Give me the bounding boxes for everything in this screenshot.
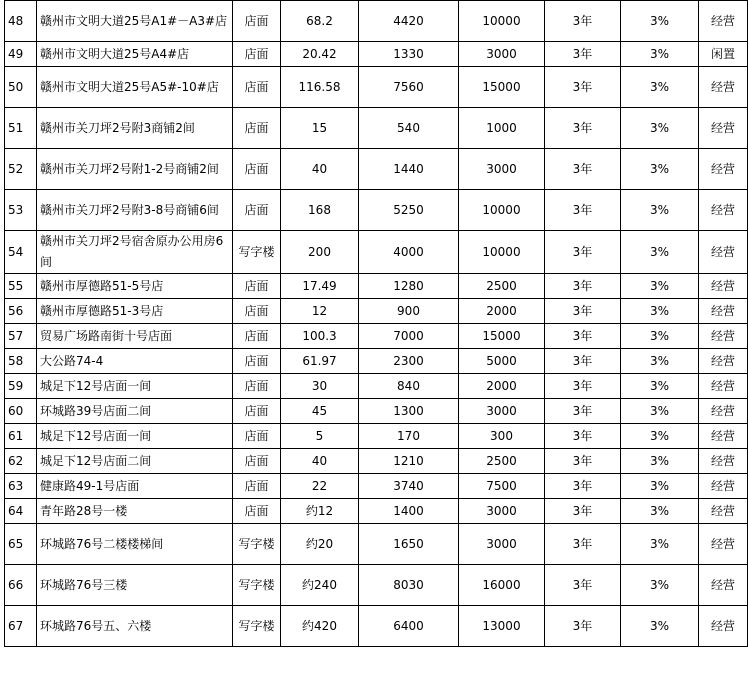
deposit-value: 300 — [459, 424, 545, 449]
table-row — [5, 108, 748, 149]
table-row — [5, 231, 748, 274]
property-address: 健康路49-1号店面 — [37, 474, 233, 499]
row-number: 64 — [5, 499, 37, 524]
status-value: 经营 — [699, 1, 748, 42]
property-type: 店面 — [233, 474, 281, 499]
area-value: 12 — [281, 299, 359, 324]
property-address: 赣州市关刀坪2号附1-2号商铺2间 — [37, 149, 233, 190]
deposit-value: 1000 — [459, 108, 545, 149]
area-value: 40 — [281, 449, 359, 474]
property-type: 店面 — [233, 374, 281, 399]
deposit-value: 3000 — [459, 42, 545, 67]
property-type: 店面 — [233, 324, 281, 349]
area-value: 168 — [281, 190, 359, 231]
property-address: 赣州市厚德路51-3号店 — [37, 299, 233, 324]
increase-rate: 3% — [621, 231, 699, 274]
deposit-value: 2000 — [459, 299, 545, 324]
status-value: 经营 — [699, 499, 748, 524]
row-number: 54 — [5, 231, 37, 274]
status-value: 经营 — [699, 67, 748, 108]
area-value: 20.42 — [281, 42, 359, 67]
area-value: 约20 — [281, 524, 359, 565]
lease-term: 3年 — [545, 324, 621, 349]
status-value: 经营 — [699, 399, 748, 424]
rent-value: 7000 — [359, 324, 459, 349]
property-type: 店面 — [233, 67, 281, 108]
lease-term: 3年 — [545, 1, 621, 42]
lease-term: 3年 — [545, 399, 621, 424]
property-address: 赣州市关刀坪2号附3-8号商铺6间 — [37, 190, 233, 231]
increase-rate: 3% — [621, 374, 699, 399]
row-number: 60 — [5, 399, 37, 424]
status-value: 经营 — [699, 449, 748, 474]
deposit-value: 10000 — [459, 1, 545, 42]
area-value: 45 — [281, 399, 359, 424]
row-number: 50 — [5, 67, 37, 108]
deposit-value: 16000 — [459, 565, 545, 606]
status-value: 经营 — [699, 474, 748, 499]
row-number: 58 — [5, 349, 37, 374]
status-value: 经营 — [699, 606, 748, 647]
lease-term: 3年 — [545, 449, 621, 474]
increase-rate: 3% — [621, 399, 699, 424]
area-value: 30 — [281, 374, 359, 399]
property-type: 店面 — [233, 274, 281, 299]
rent-value: 840 — [359, 374, 459, 399]
increase-rate: 3% — [621, 190, 699, 231]
deposit-value: 13000 — [459, 606, 545, 647]
property-lease-table — [4, 0, 748, 647]
increase-rate: 3% — [621, 324, 699, 349]
status-value: 经营 — [699, 524, 748, 565]
property-type: 店面 — [233, 299, 281, 324]
rent-value: 540 — [359, 108, 459, 149]
area-value: 约12 — [281, 499, 359, 524]
status-value: 闲置 — [699, 42, 748, 67]
property-type: 店面 — [233, 1, 281, 42]
rent-value: 170 — [359, 424, 459, 449]
deposit-value: 15000 — [459, 324, 545, 349]
increase-rate: 3% — [621, 149, 699, 190]
property-address: 赣州市厚德路51-5号店 — [37, 274, 233, 299]
property-type: 写字楼 — [233, 524, 281, 565]
property-address: 城足下12号店面一间 — [37, 374, 233, 399]
table-row — [5, 349, 748, 374]
property-address: 城足下12号店面二间 — [37, 449, 233, 474]
lease-term: 3年 — [545, 424, 621, 449]
lease-term: 3年 — [545, 42, 621, 67]
property-address: 环城路76号五、六楼 — [37, 606, 233, 647]
increase-rate: 3% — [621, 474, 699, 499]
status-value: 经营 — [699, 231, 748, 274]
table-row — [5, 67, 748, 108]
table-row — [5, 565, 748, 606]
lease-term: 3年 — [545, 190, 621, 231]
rent-value: 8030 — [359, 565, 459, 606]
table-row — [5, 449, 748, 474]
lease-term: 3年 — [545, 299, 621, 324]
increase-rate: 3% — [621, 42, 699, 67]
deposit-value: 10000 — [459, 190, 545, 231]
deposit-value: 3000 — [459, 399, 545, 424]
table-row — [5, 299, 748, 324]
rent-value: 1330 — [359, 42, 459, 67]
property-address: 环城路76号二楼楼梯间 — [37, 524, 233, 565]
lease-term: 3年 — [545, 349, 621, 374]
property-type: 店面 — [233, 424, 281, 449]
property-type: 店面 — [233, 349, 281, 374]
increase-rate: 3% — [621, 1, 699, 42]
area-value: 116.58 — [281, 67, 359, 108]
property-address: 赣州市文明大道25号A4#店 — [37, 42, 233, 67]
lease-term: 3年 — [545, 565, 621, 606]
lease-term: 3年 — [545, 108, 621, 149]
lease-term: 3年 — [545, 274, 621, 299]
status-value: 经营 — [699, 108, 748, 149]
table-row — [5, 1, 748, 42]
lease-term: 3年 — [545, 524, 621, 565]
row-number: 55 — [5, 274, 37, 299]
status-value: 经营 — [699, 374, 748, 399]
increase-rate: 3% — [621, 108, 699, 149]
property-type: 写字楼 — [233, 606, 281, 647]
status-value: 经营 — [699, 424, 748, 449]
deposit-value: 3000 — [459, 149, 545, 190]
property-type: 店面 — [233, 499, 281, 524]
increase-rate: 3% — [621, 349, 699, 374]
area-value: 22 — [281, 474, 359, 499]
property-address: 赣州市文明大道25号A5#-10#店 — [37, 67, 233, 108]
row-number: 62 — [5, 449, 37, 474]
property-type: 店面 — [233, 449, 281, 474]
rent-value: 1280 — [359, 274, 459, 299]
status-value: 经营 — [699, 149, 748, 190]
table-row — [5, 274, 748, 299]
rent-value: 1650 — [359, 524, 459, 565]
property-address: 贸易广场路南街十号店面 — [37, 324, 233, 349]
status-value: 经营 — [699, 299, 748, 324]
deposit-value: 2500 — [459, 449, 545, 474]
rent-value: 3740 — [359, 474, 459, 499]
increase-rate: 3% — [621, 524, 699, 565]
property-address: 青年路28号一楼 — [37, 499, 233, 524]
table-row — [5, 424, 748, 449]
rent-value: 4000 — [359, 231, 459, 274]
deposit-value: 15000 — [459, 67, 545, 108]
lease-term: 3年 — [545, 474, 621, 499]
status-value: 经营 — [699, 565, 748, 606]
area-value: 61.97 — [281, 349, 359, 374]
increase-rate: 3% — [621, 274, 699, 299]
row-number: 52 — [5, 149, 37, 190]
lease-term: 3年 — [545, 374, 621, 399]
property-address: 赣州市关刀坪2号宿舍原办公用房6间 — [37, 231, 233, 274]
rent-value: 1440 — [359, 149, 459, 190]
table-row — [5, 190, 748, 231]
rent-value: 2300 — [359, 349, 459, 374]
lease-term: 3年 — [545, 606, 621, 647]
row-number: 56 — [5, 299, 37, 324]
table-row — [5, 374, 748, 399]
deposit-value: 3000 — [459, 499, 545, 524]
property-address: 大公路74-4 — [37, 349, 233, 374]
rent-value: 6400 — [359, 606, 459, 647]
table-row — [5, 524, 748, 565]
property-type: 写字楼 — [233, 231, 281, 274]
rent-value: 1210 — [359, 449, 459, 474]
increase-rate: 3% — [621, 565, 699, 606]
table-row — [5, 324, 748, 349]
status-value: 经营 — [699, 324, 748, 349]
rent-value: 5250 — [359, 190, 459, 231]
status-value: 经营 — [699, 190, 748, 231]
area-value: 约420 — [281, 606, 359, 647]
increase-rate: 3% — [621, 449, 699, 474]
area-value: 200 — [281, 231, 359, 274]
table-row — [5, 42, 748, 67]
rent-value: 7560 — [359, 67, 459, 108]
increase-rate: 3% — [621, 606, 699, 647]
lease-term: 3年 — [545, 231, 621, 274]
deposit-value: 2500 — [459, 274, 545, 299]
row-number: 59 — [5, 374, 37, 399]
area-value: 17.49 — [281, 274, 359, 299]
status-value: 经营 — [699, 349, 748, 374]
property-type: 店面 — [233, 399, 281, 424]
deposit-value: 10000 — [459, 231, 545, 274]
row-number: 57 — [5, 324, 37, 349]
table-row — [5, 399, 748, 424]
row-number: 51 — [5, 108, 37, 149]
area-value: 100.3 — [281, 324, 359, 349]
increase-rate: 3% — [621, 67, 699, 108]
row-number: 53 — [5, 190, 37, 231]
deposit-value: 3000 — [459, 524, 545, 565]
rent-value: 1300 — [359, 399, 459, 424]
row-number: 48 — [5, 1, 37, 42]
property-address: 赣州市关刀坪2号附3商铺2间 — [37, 108, 233, 149]
table-body — [5, 1, 748, 647]
rent-value: 4420 — [359, 1, 459, 42]
deposit-value: 2000 — [459, 374, 545, 399]
deposit-value: 7500 — [459, 474, 545, 499]
area-value: 40 — [281, 149, 359, 190]
status-value: 经营 — [699, 274, 748, 299]
rent-value: 900 — [359, 299, 459, 324]
property-type: 店面 — [233, 42, 281, 67]
row-number: 61 — [5, 424, 37, 449]
area-value: 15 — [281, 108, 359, 149]
deposit-value: 5000 — [459, 349, 545, 374]
table-row — [5, 499, 748, 524]
lease-term: 3年 — [545, 67, 621, 108]
row-number: 49 — [5, 42, 37, 67]
increase-rate: 3% — [621, 299, 699, 324]
increase-rate: 3% — [621, 499, 699, 524]
table-row — [5, 149, 748, 190]
rent-value: 1400 — [359, 499, 459, 524]
property-address: 环城路76号三楼 — [37, 565, 233, 606]
row-number: 65 — [5, 524, 37, 565]
lease-term: 3年 — [545, 499, 621, 524]
area-value: 5 — [281, 424, 359, 449]
row-number: 63 — [5, 474, 37, 499]
property-address: 赣州市文明大道25号A1#－A3#店 — [37, 1, 233, 42]
increase-rate: 3% — [621, 424, 699, 449]
lease-term: 3年 — [545, 149, 621, 190]
row-number: 66 — [5, 565, 37, 606]
property-address: 城足下12号店面一间 — [37, 424, 233, 449]
table-row — [5, 606, 748, 647]
area-value: 68.2 — [281, 1, 359, 42]
property-type: 店面 — [233, 108, 281, 149]
area-value: 约240 — [281, 565, 359, 606]
property-type: 店面 — [233, 149, 281, 190]
property-address: 环城路39号店面二间 — [37, 399, 233, 424]
property-type: 写字楼 — [233, 565, 281, 606]
property-type: 店面 — [233, 190, 281, 231]
table-row — [5, 474, 748, 499]
row-number: 67 — [5, 606, 37, 647]
